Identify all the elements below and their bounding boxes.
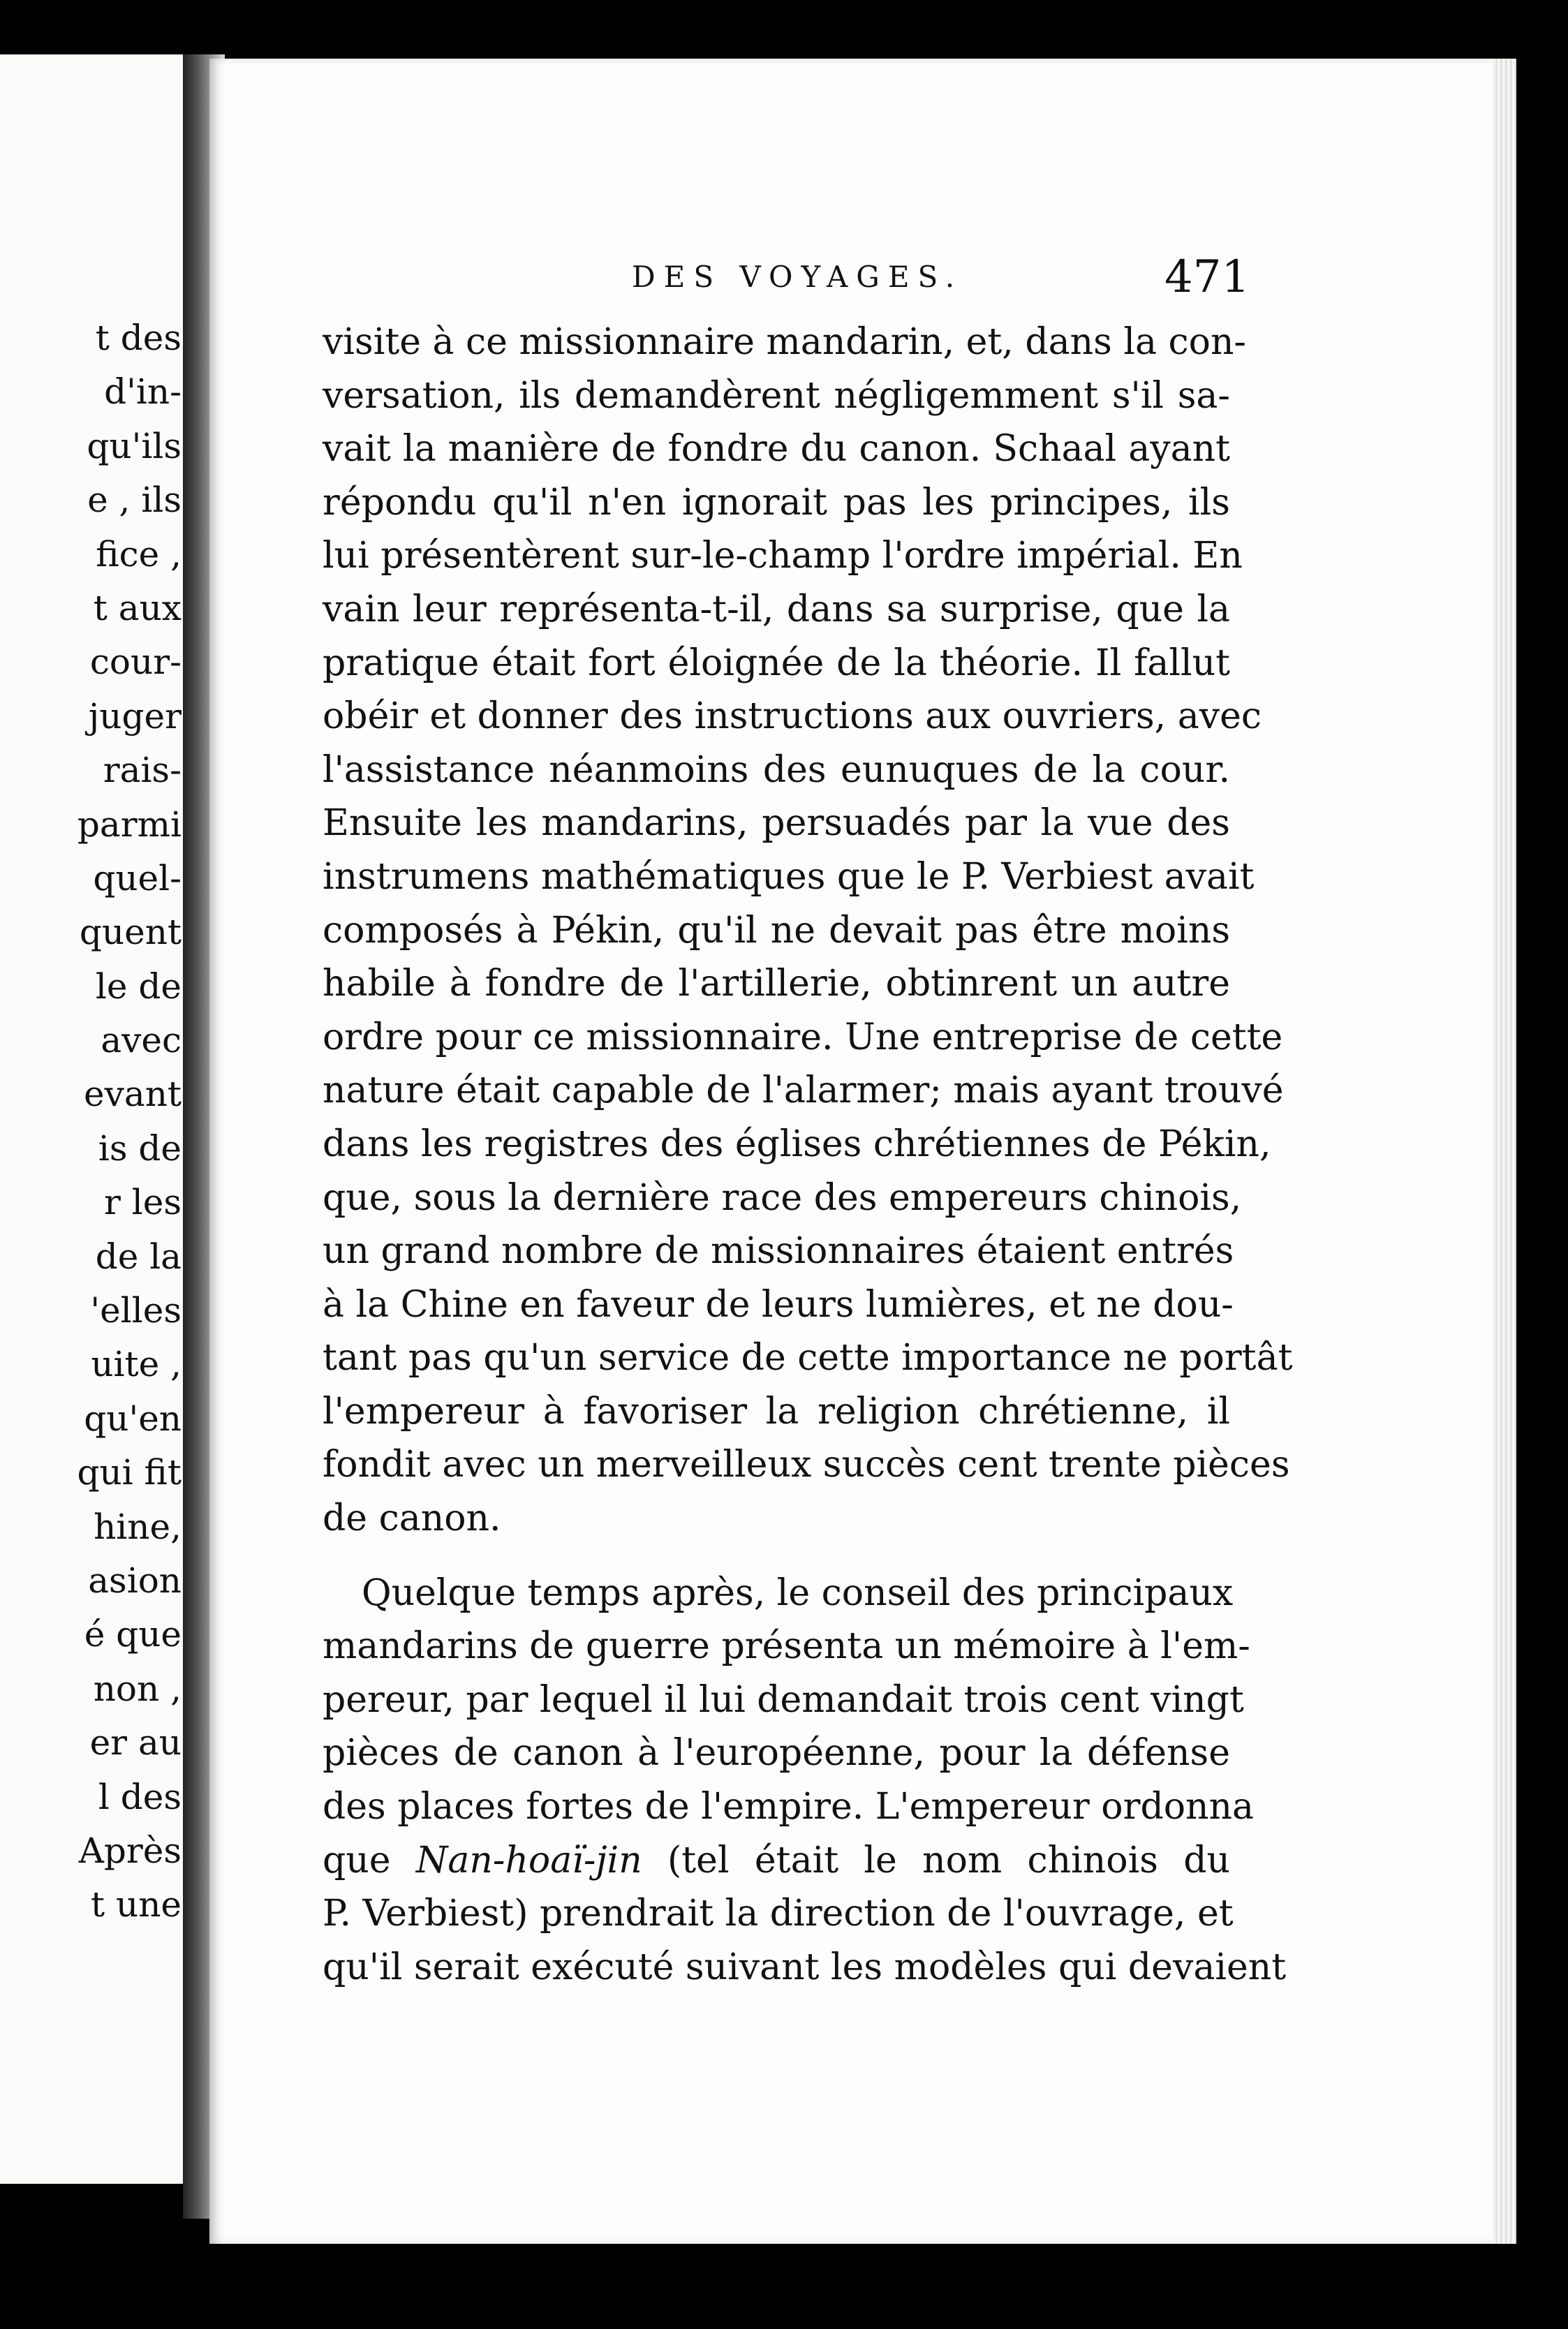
left-line: r les [103, 1182, 182, 1223]
text-line: obéir et donner des instructions aux ouvriers, avec [323, 695, 1262, 738]
left-line: hine, [94, 1506, 182, 1547]
left-line: qu'en [84, 1398, 182, 1439]
text-line: instrumens mathématiques que le P. Verbiest avait [323, 855, 1255, 898]
text-line: mandarins de guerre présenta un mémoire à l'em- [323, 1625, 1250, 1668]
text-line: des places fortes de l'empire. L'empereur ordonna [323, 1786, 1255, 1828]
text-line: pièces de canon à l'européenne, pour la défense [323, 1732, 1230, 1775]
text-line: répondu qu'il n'en ignorait pas les principes, ils [323, 481, 1230, 524]
left-line: e , ils [87, 480, 182, 521]
text-line: qu'il serait exécuté suivant les modèles qui devaient [323, 1946, 1287, 1988]
left-line: juger [88, 695, 182, 737]
text-line: à la Chine en faveur de leurs lumières, et ne dou- [323, 1283, 1234, 1326]
text-line: visite à ce missionnaire mandarin, et, dans la con- [323, 321, 1247, 363]
left-line: rais- [103, 750, 182, 791]
text-line: un grand nombre de missionnaires étaient entrés [323, 1230, 1234, 1273]
left-line: qui fit [77, 1452, 182, 1493]
text-line: versation, ils demandèrent négligemment s'il sa- [323, 374, 1230, 417]
text-line: lui présentèrent sur-le-champ l'ordre impérial. En [323, 535, 1243, 577]
left-line: t une [91, 1884, 182, 1925]
text-line: tant pas qu'un service de cette importance ne portât [323, 1337, 1293, 1380]
text-line: de canon. [323, 1498, 501, 1540]
running-head: DES VOYAGES. [632, 260, 963, 294]
text-line: P. Verbiest) prendrait la direction de l'ouvrage, et [323, 1893, 1234, 1935]
left-line: qu'ils [87, 425, 182, 466]
text-line: composés à Pékin, qu'il ne devait pas être moins [323, 909, 1230, 952]
left-line: 'elles [90, 1290, 182, 1331]
left-line: l des [98, 1776, 182, 1817]
text-line: pereur, par lequel il lui demandait trois cent vingt [323, 1678, 1244, 1721]
left-line: d'in- [104, 371, 182, 413]
left-line: le de [95, 966, 182, 1007]
left-line: Après [78, 1830, 182, 1871]
left-line: evant [84, 1074, 182, 1115]
text-line: Ensuite les mandarins, persuadés par la vue des [323, 802, 1230, 845]
body-text [323, 316, 1293, 1994]
page-edges [1493, 59, 1516, 2244]
text-line: pratique était fort éloignée de la théorie. Il fallut [323, 642, 1230, 684]
text-line: l'empereur à favoriser la religion chrétienne, il [323, 1390, 1230, 1433]
left-line: fice , [96, 533, 182, 575]
left-line: t des [95, 318, 182, 358]
left-line: non , [93, 1668, 182, 1709]
text-line: ordre pour ce missionnaire. Une entreprise de cette [323, 1016, 1283, 1058]
paragraph [323, 316, 1293, 1546]
left-line: er au [89, 1722, 182, 1764]
left-page-fragment [0, 54, 187, 2184]
left-line: parmi [77, 804, 182, 845]
left-line: quent [79, 912, 182, 953]
left-line: uite , [91, 1344, 182, 1385]
text-line: vain leur représenta-t-il, dans sa surprise, que la [323, 588, 1230, 630]
page-number: 471 [1164, 251, 1250, 303]
text-fragment: que [323, 1839, 416, 1881]
left-page-text [0, 311, 182, 1932]
text-line: nature était capable de l'alarmer; mais ayant trouvé [323, 1070, 1284, 1112]
text-line: fondit avec un merveilleux succès cent trente pièces [323, 1444, 1290, 1486]
text-line: vait la manière de fondre du canon. Schaal ayant [323, 428, 1230, 471]
left-line: de la [95, 1236, 182, 1277]
text-line: habile à fondre de l'artillerie, obtinrent un autre [323, 963, 1230, 1005]
paragraph-gap [323, 1546, 1230, 1567]
text-fragment: (tel était le nom chinois du [642, 1839, 1230, 1881]
left-line: is de [98, 1127, 182, 1169]
left-line: asion [88, 1560, 182, 1601]
italic-name: Nan-hoaï-jin [415, 1839, 642, 1881]
paragraph [323, 1567, 1287, 1995]
text-line: dans les registres des églises chrétiennes de Pékin, [323, 1123, 1271, 1165]
left-line: t aux [93, 587, 182, 628]
left-line: é que [84, 1614, 182, 1655]
left-line: cour- [89, 642, 182, 683]
text-line: que, sous la dernière race des empereurs chinois, [323, 1176, 1242, 1219]
text-line: l'assistance néanmoins des eunuques de la cour. [323, 748, 1230, 791]
text-line: Quelque temps après, le conseil des principaux [362, 1572, 1234, 1614]
left-line: avec [101, 1020, 182, 1061]
left-line: quel- [93, 857, 182, 899]
text-line-with-name [323, 1834, 1230, 1888]
